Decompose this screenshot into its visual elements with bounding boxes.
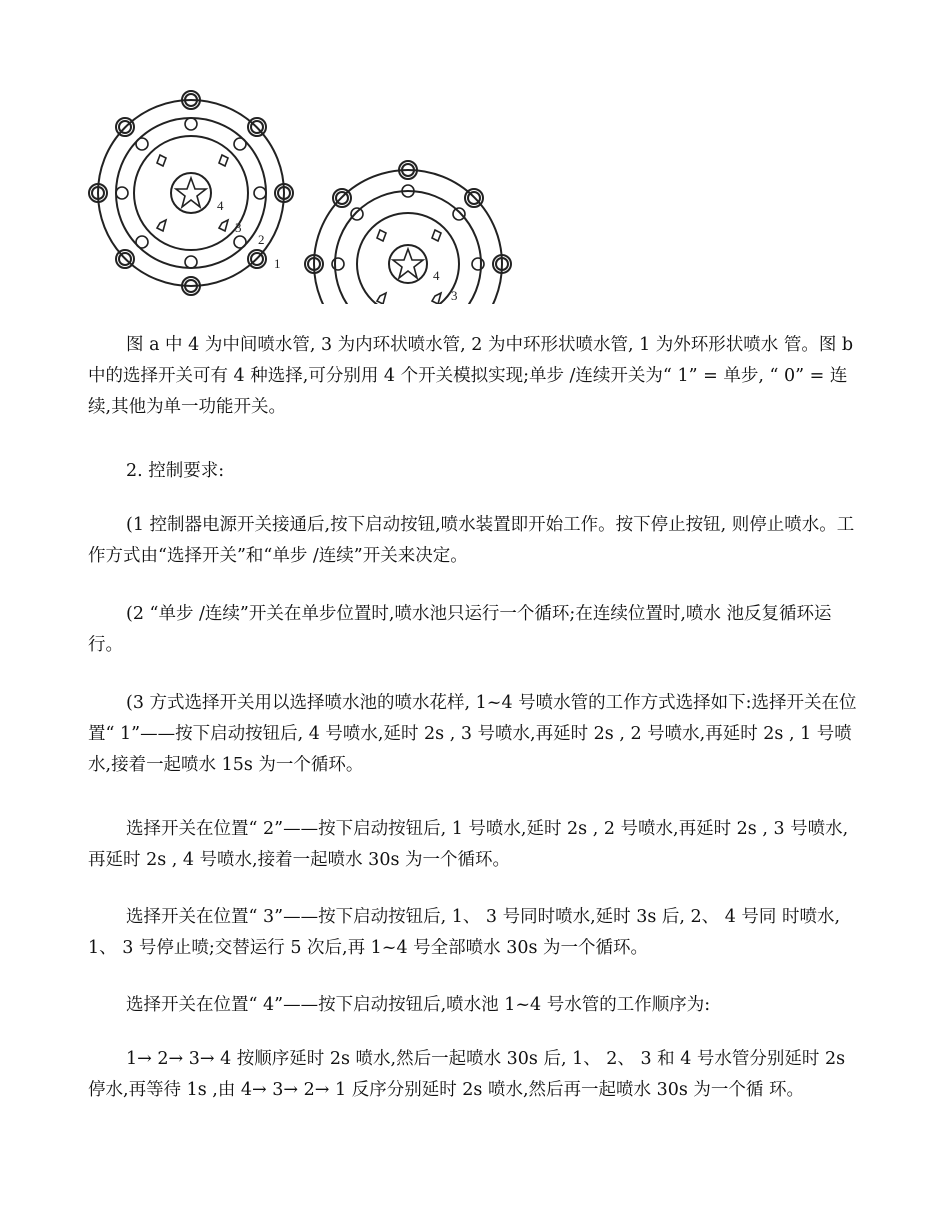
label-a-3: 3 [235, 220, 242, 235]
inner-nozzles-a [157, 155, 228, 231]
label-b-4: 4 [433, 268, 440, 283]
fountain-figure [88, 86, 528, 304]
fountain-diagram [88, 86, 528, 304]
paragraph-position-4-sequence: 1→ 2→ 3→ 4 按顺序延时 2s 喷水,然后一起喷水 30s 后, 1、 2、 3 和 4 号水管分别延时 2s 停水,再等待 1s ,由 4→ 3→ 2→ 1 反序分别延时 2s 喷水,然后再一起喷水 30s 为一个循 环。 [88, 1049, 846, 1100]
outer-nozzles-a [89, 91, 293, 295]
paragraph-position-4: 选择开关在位置“ 4”——按下启动按钮后,喷水池 1~4 号水管的工作顺序为: [126, 995, 711, 1015]
label-a-2: 2 [258, 232, 265, 247]
fountain-diagram-a [89, 91, 293, 295]
label-a-4: 4 [217, 198, 224, 213]
label-b-3: 3 [451, 288, 458, 303]
paragraph-position-2: 选择开关在位置“ 2”——按下启动按钮后, 1 号喷水,延时 2s , 2 号喷水,再延时 2s , 3 号喷水,再延时 2s , 4 号喷水,接着一起喷水 30s 为一个循环。 [88, 819, 849, 870]
paragraph-requirement-3: (3 方式选择开关用以选择喷水池的喷水花样, 1~4 号喷水管的工作方式选择如下:选择开关在位置“ 1”——按下启动按钮后, 4 号喷水,延时 2s , 3 号喷水,再延时 2s , 2 号喷水,再延时 2s , 1 号喷水,接着一起喷水 15s 为一个循环。 [88, 693, 857, 775]
fountain-diagram-b [305, 161, 511, 304]
paragraph-figure-caption: 图 a 中 4 为中间喷水管, 3 为内环状喷水管, 2 为中环形状喷水管, 1 为外环形状喷水 管。图 b 中的选择开关可有 4 种选择,可分别用 4 个开关模拟实现;单步 /连续开关为“ 1” = 单步, “ 0” = 连续,其他为单一功能开关。 [88, 335, 854, 417]
inner-nozzles-b [377, 230, 441, 304]
paragraph-requirement-2: (2 “单步 /连续”开关在单步位置时,喷水池只运行一个循环;在连续位置时,喷水 池反复循环运行。 [88, 604, 832, 655]
middle-nozzles-b [332, 185, 484, 270]
paragraph-position-3: 选择开关在位置“ 3”——按下启动按钮后, 1、 3 号同时喷水,延时 3s 后, 2、 4 号同 时喷水, 1、 3 号停止喷;交替运行 5 次后,再 1~4 号全部喷水 30s 为一个循环。 [88, 907, 841, 958]
paragraph-requirement-1: (1 控制器电源开关接通后,按下启动按钮,喷水装置即开始工作。按下停止按钮, 则停止喷水。工作方式由“选择开关”和“单步 /连续”开关来决定。 [88, 515, 855, 566]
paragraph-section-heading: 2. 控制要求: [126, 461, 225, 481]
label-a-1: 1 [274, 256, 281, 271]
